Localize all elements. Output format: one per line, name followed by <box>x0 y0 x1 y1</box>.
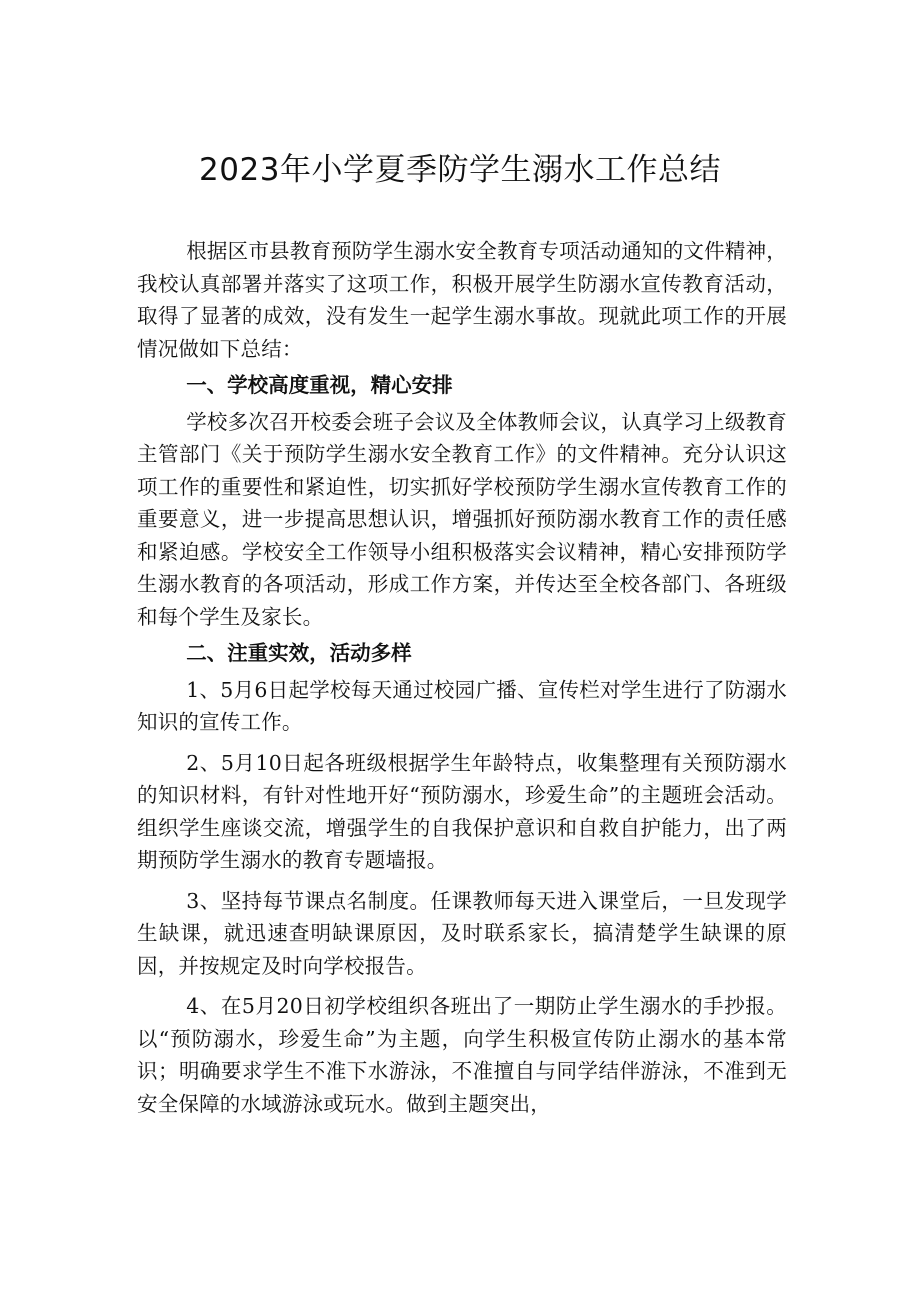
list-item-1: 1、5月6日起学校每天通过校园广播、宣传栏对学生进行了防溺水知识的宣传工作。 <box>137 677 787 734</box>
list-item-2: 2、5月10日起各班级根据学生年龄特点，收集整理有关预防溺水的知识材料，有针对性地开好“预防溺水，珍爱生命”的主题班会活动。组织学生座谈交流，增强学生的自我保护意识和自救自护能力，出了两期预防学生溺水的教育专题墙报。 <box>137 750 787 872</box>
document-body <box>137 235 787 1120</box>
section-2-heading: 二、注重实效，活动多样 <box>186 641 412 665</box>
document-title: 2023年小学夏季防学生溺水工作总结 <box>199 152 721 188</box>
list-item-3: 3、坚持每节课点名制度。任课教师每天进入课堂后，一旦发现学生缺课，就迅速查明缺课原因，及时联系家长，搞清楚学生缺课的原因，并按规定及时向学校报告。 <box>137 888 787 978</box>
section-1-paragraph: 学校多次召开校委会班子会议及全体教师会议，认真学习上级教育主管部门《关于预防学生溺水安全教育工作》的文件精神。充分认识这项工作的重要性和紧迫性，切实抓好学校预防学生溺水宣传教育工作的重要意义，进一步提高思想认识，增强抓好预防溺水教育工作的责任感和紧迫感。学校安全工作领导小组积极落实会议精神，精心安排预防学生溺水教育的各项活动，形成工作方案，并传达至全校各部门、各班级和每个学生及家长。 <box>137 409 787 629</box>
list-item-4: 4、在5月20日初学校组织各班出了一期防止学生溺水的手抄报。以“预防溺水，珍爱生命”为主题，向学生积极宣传防止溺水的基本常识；明确要求学生不准下水游泳，不准擅自与同学结伴游泳，不准到无安全保障的水域游泳或玩水。做到主题突出， <box>137 994 787 1116</box>
section-1-heading: 一、学校高度重视，精心安排 <box>186 373 453 397</box>
intro-paragraph: 根据区市县教育预防学生溺水安全教育专项活动通知的文件精神，我校认真部署并落实了这项工作，积极开展学生防溺水宣传教育活动，取得了显著的成效，没有发生一起学生溺水事故。现就此项工作的开展情况做如下总结： <box>137 239 787 361</box>
